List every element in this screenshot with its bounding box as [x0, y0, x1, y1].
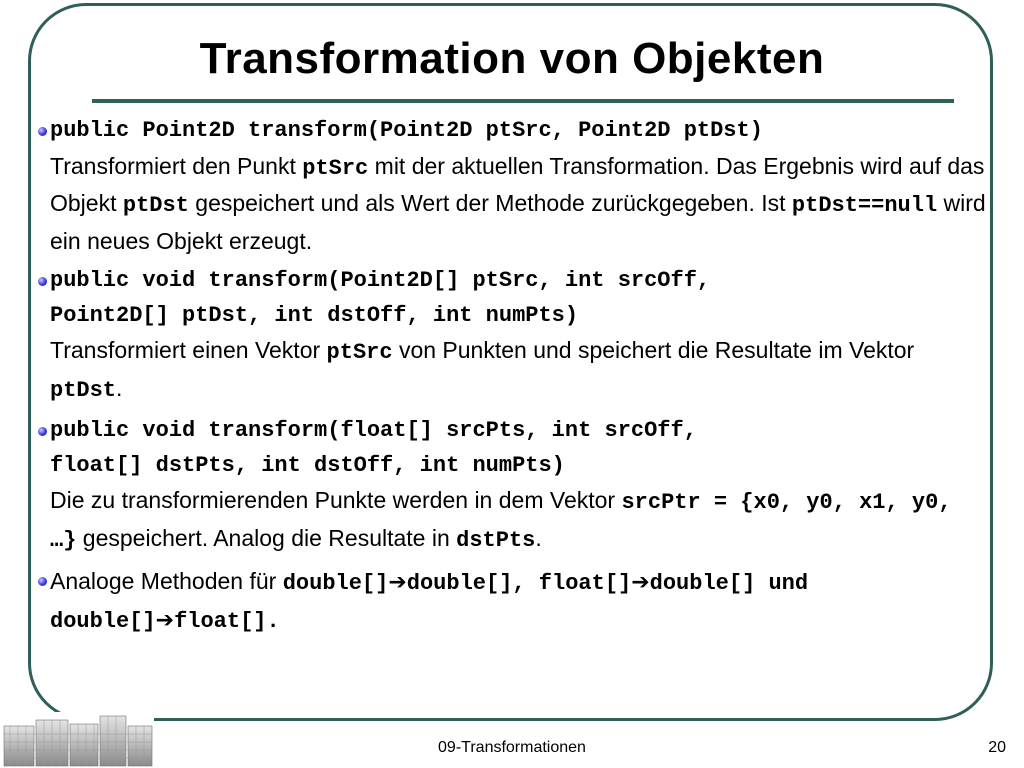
description-text: wird ein neues Objekt erzeugt. — [50, 190, 986, 254]
description-text: Transformiert einen Vektor — [50, 337, 327, 363]
method-signature: public Point2D transform(Point2D ptSrc, Point2D ptDst) — [50, 118, 763, 143]
slide-footer: 09-Transformationen — [438, 739, 586, 756]
description-text: Analoge Methoden für — [50, 568, 283, 594]
bullet-dot-icon — [38, 427, 47, 436]
code-float-array: float[]. — [174, 608, 280, 634]
code-ptsrc: ptSrc — [302, 155, 369, 181]
slide-title: Transformation von Objekten — [199, 34, 825, 83]
method-signature-line2: Point2D[] ptDst, int dstOff, int numPts) — [50, 302, 579, 328]
bullet-analog-methods — [38, 564, 988, 639]
bullet-point2d-transform — [38, 114, 988, 258]
bullet-dot-icon — [38, 127, 47, 136]
method-signature-line1: public void transform(Point2D[] ptSrc, int srcOff, — [50, 268, 711, 293]
description-text: . — [535, 524, 542, 551]
arrow-right-icon: ➔ — [155, 607, 175, 633]
code-ptsrc: ptSrc — [326, 340, 393, 365]
slide-content — [38, 114, 988, 645]
code-ptdst: ptDst — [122, 193, 189, 218]
description-text: gespeichert. Analog die Resultate in — [76, 524, 457, 551]
bullet-dot-icon — [38, 577, 47, 586]
method-signature-line1: public void transform(float[] srcPts, int srcOff, — [50, 418, 697, 443]
code-double-array: double[] — [282, 571, 389, 596]
description-text: mit der aktuellen Transformation. Das Ergebnis wird auf das Objekt — [50, 152, 985, 216]
code-double-array: double[] und double[] — [50, 571, 809, 634]
method-signature-line2: float[] dstPts, int dstOff, int numPts) — [50, 452, 565, 478]
code-dstpts: dstPts — [456, 527, 536, 553]
arrow-right-icon: ➔ — [631, 570, 650, 595]
code-ptdst: ptDst — [50, 377, 117, 403]
code-double-float-array: double[], float[] — [406, 571, 632, 596]
description-text: von Punkten und speichert die Resultate im Vektor — [392, 337, 915, 363]
bullet-dot-icon — [38, 277, 47, 286]
description-text: Transformiert den Punkt — [50, 152, 303, 179]
code-ptdst-null: ptDst==null — [791, 193, 938, 218]
bullet-float-array-transform — [38, 414, 988, 558]
description-text: . — [116, 374, 123, 401]
description-text: Die zu transformierenden Punkte werden in dem Vektor — [50, 487, 622, 513]
code-srcptr: srcPtr = {x0, y0, x1, y0, …} — [50, 490, 952, 553]
title-underline — [92, 99, 954, 103]
bullet-point2d-array-transform — [38, 264, 988, 408]
page-number: 20 — [988, 739, 1006, 756]
description-text: gespeichert und als Wert der Methode zurückgegeben. Ist — [188, 190, 792, 216]
arrow-right-icon: ➔ — [388, 570, 407, 595]
